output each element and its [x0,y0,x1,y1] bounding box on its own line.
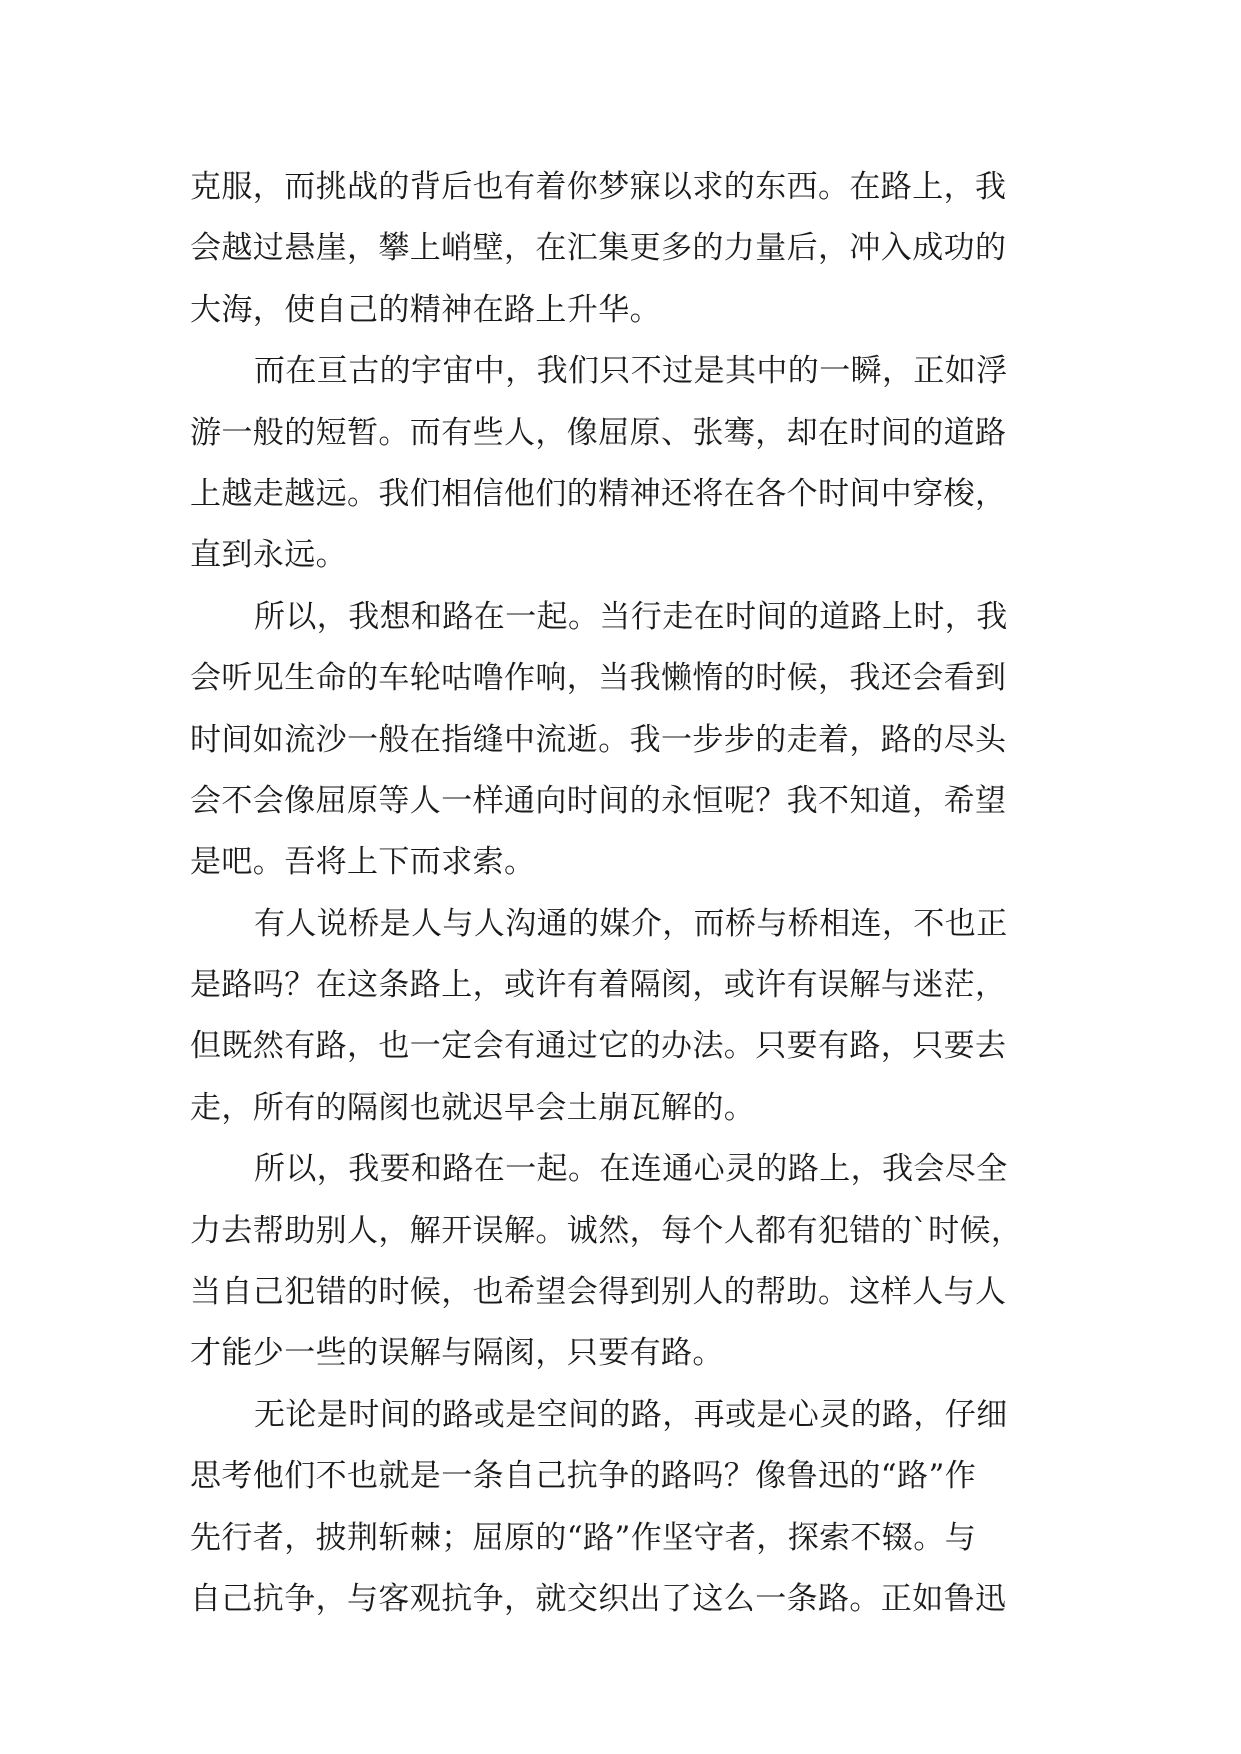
text-line: 自己抗争，与客观抗争，就交织出了这么一条路。正如鲁迅 [190,1580,1007,1617]
paragraph-first-line: 无论是时间的路或是空间的路，再或是心灵的路，仔细 [254,1396,1008,1433]
text-line: 会不会像屈原等人一样通向时间的永恒呢？我不知道，希望 [190,782,1007,819]
text-line: 才能少一些的误解与隔阂，只要有路。 [190,1335,724,1372]
text-line: 会听见生命的车轮咕噜作响，当我懒惰的时候，我还会看到 [190,660,1007,697]
text-line: 大海，使自己的精神在路上升华。 [190,291,661,328]
paragraph-first-line: 而在亘古的宇宙中，我们只不过是其中的一瞬，正如浮 [254,353,1008,390]
text-line: 上越走越远。我们相信他们的精神还将在各个时间中穿梭， [190,475,1007,512]
text-line: 走，所有的隔阂也就迟早会土崩瓦解的。 [190,1089,756,1126]
text-line: 会越过悬崖，攀上峭壁，在汇集更多的力量后，冲入成功的 [190,230,1007,267]
text-line: 思考他们不也就是一条自己抗争的路吗？像鲁迅的“路”作 [190,1458,977,1495]
text-line: 力去帮助别人，解开误解。诚然，每个人都有犯错的`时候， [190,1212,1023,1249]
text-line: 当自己犯错的时候，也希望会得到别人的帮助。这样人与人 [190,1274,1007,1311]
text-line: 是路吗？在这条路上，或许有着隔阂，或许有误解与迷茫， [190,967,1007,1004]
paragraph-first-line: 所以，我要和路在一起。在连通心灵的路上，我会尽全 [254,1151,1008,1188]
text-line: 是吧。吾将上下而求索。 [190,844,536,881]
text-line: 直到永远。 [190,537,347,574]
text-line: 游一般的短暂。而有些人，像屈原、张骞，却在时间的道路 [190,414,1007,451]
paragraph-first-line: 所以，我想和路在一起。当行走在时间的道路上时，我 [254,598,1008,635]
text-line: 先行者，披荆斩棘；屈原的“路”作坚守者，探索不辍。与 [190,1519,977,1556]
text-line: 时间如流沙一般在指缝中流逝。我一步步的走着，路的尽头 [190,721,1007,758]
body-text [190,157,1050,1630]
paragraph-first-line: 有人说桥是人与人沟通的媒介，而桥与桥相连，不也正 [254,905,1008,942]
text-line: 克服，而挑战的背后也有着你梦寐以求的东西。在路上，我 [190,169,1007,205]
text-line: 但既然有路，也一定会有通过它的办法。只要有路，只要去 [190,1028,1007,1065]
